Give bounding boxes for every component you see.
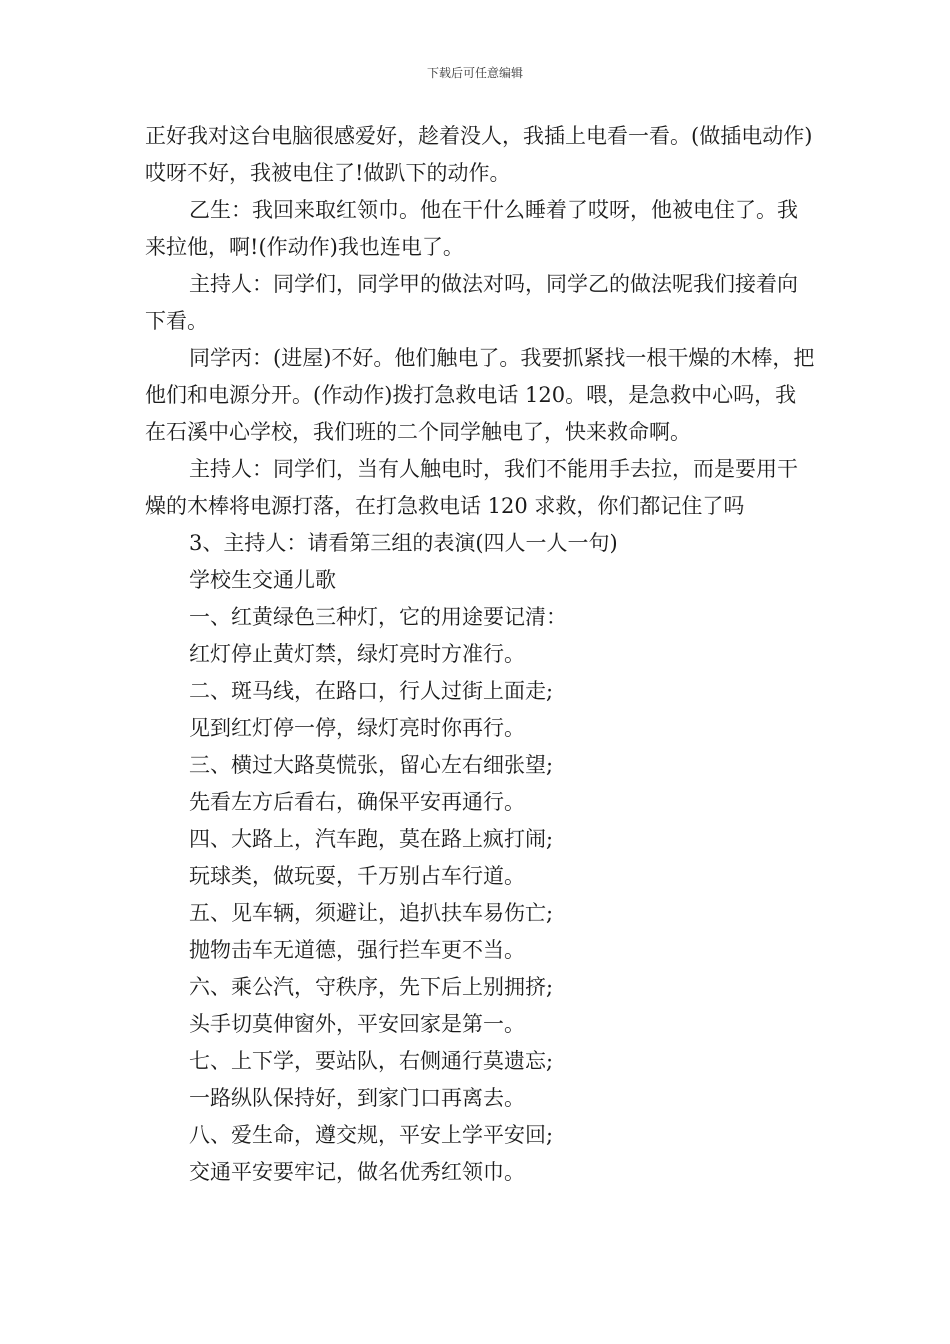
song-line: 一、红黄绿色三种灯，它的用途要记清： bbox=[189, 605, 567, 629]
song-line: 见到红灯停一停，绿灯亮时你再行。 bbox=[189, 716, 525, 740]
song-line: 玩球类，做玩耍，千万别占车行道。 bbox=[189, 864, 525, 888]
song-line: 七、上下学，要站队，右侧通行莫遗忘; bbox=[189, 1049, 554, 1073]
paragraph-host-2: 主持人：同学们，当有人触电时，我们不能用手去拉，而是要用干燥的木棒将电源打落，在打急救电话 120 求救，你们都记住了吗 bbox=[145, 457, 798, 518]
song-line: 三、横过大路莫慌张，留心左右细张望; bbox=[189, 753, 554, 777]
song-line: 六、乘公汽，守秩序，先下后上别拥挤; bbox=[189, 975, 554, 999]
song-line: 抛物击车无道德，强行拦车更不当。 bbox=[189, 938, 525, 962]
paragraph-student-c: 同学丙：(进屋)不好。他们触电了。我要抓紧找一根干燥的木棒，把他们和电源分开。(作动作)拨打急救电话 120。喂，是急救中心吗，我在石溪中心学校，我们班的二个同学触电了，快来救命啊。 bbox=[145, 346, 815, 444]
song-line: 交通平安要牢记，做名优秀红领巾。 bbox=[189, 1160, 525, 1184]
song-line: 八、爱生命，遵交规，平安上学平安回; bbox=[189, 1123, 554, 1147]
paragraph-continuation: 正好我对这台电脑很感爱好，趁着没人，我插上电看一看。(做插电动作)哎呀不好，我被电住了!做趴下的动作。 bbox=[145, 124, 813, 185]
document-body bbox=[145, 118, 815, 1191]
song-line: 五、见车辆，须避让，追扒扶车易伤亡; bbox=[189, 901, 554, 925]
section-heading-3: 3、主持人：请看第三组的表演(四人一人一句) bbox=[189, 531, 618, 555]
paragraph-student-b: 乙生：我回来取红领巾。他在干什么睡着了哎呀，他被电住了。我来拉他，啊!(作动作)我也连电了。 bbox=[145, 198, 798, 259]
song-title: 学校生交通儿歌 bbox=[189, 568, 336, 592]
song-line: 四、大路上，汽车跑，莫在路上疯打闹; bbox=[189, 827, 554, 851]
song-line: 头手切莫伸窗外，平安回家是第一。 bbox=[189, 1012, 525, 1036]
song-line: 一路纵队保持好，到家门口再离去。 bbox=[189, 1086, 525, 1110]
paragraph-host-1: 主持人：同学们，同学甲的做法对吗，同学乙的做法呢我们接着向下看。 bbox=[145, 272, 798, 333]
song-line: 先看左方后看右，确保平安再通行。 bbox=[189, 790, 525, 814]
song-line: 二、斑马线，在路口，行人过街上面走; bbox=[189, 679, 554, 703]
song-line: 红灯停止黄灯禁，绿灯亮时方准行。 bbox=[189, 642, 525, 666]
page-header: 下载后可任意编辑 bbox=[426, 66, 523, 80]
